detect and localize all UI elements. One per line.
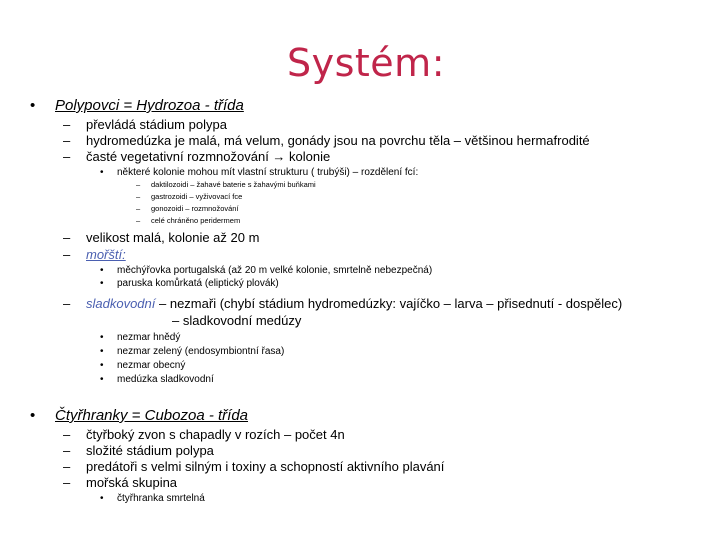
- freshwater-text: – nezmaři (chybí stádium hydromedúzky: vajíčko – larva – přisednutí - dospělec): [155, 296, 623, 311]
- freshwater-continuation: – sladkovodní medúzy: [172, 313, 302, 328]
- list-item: čtyřboký zvon s chapadly v rozích – počet 4n: [86, 427, 345, 442]
- function-item: gonozoidi – rozmnožování: [151, 204, 239, 213]
- bullet-marker: •: [100, 360, 104, 371]
- cubozoa-heading: Čtyřhranky = Cubozoa - třída: [55, 407, 249, 424]
- bullet-marker: •: [100, 332, 104, 343]
- dash-marker: –: [136, 204, 141, 213]
- function-item: daktilozoidi – žahavé baterie s žahavými buňkami: [151, 180, 316, 189]
- dash-marker: –: [63, 247, 71, 262]
- dash-marker: –: [63, 149, 71, 164]
- freshwater-item: nezmar zelený (endosymbiontní řasa): [117, 346, 285, 357]
- bullet-marker: •: [30, 407, 36, 424]
- dash-marker: –: [63, 230, 71, 245]
- bullet-marker: •: [100, 265, 104, 276]
- list-item: mořská skupina: [86, 475, 178, 490]
- marine-item: měchýřovka portugalská (až 20 m velké kolonie, smrtelně nebezpečná): [117, 265, 433, 276]
- bullet-marker: •: [100, 167, 104, 178]
- dash-marker: –: [63, 459, 71, 474]
- dash-marker: –: [136, 192, 141, 201]
- function-item: gastrozoidi – vyživovací fce: [151, 192, 243, 201]
- dash-marker: –: [136, 180, 141, 189]
- dash-marker: –: [63, 117, 71, 132]
- list-item: převládá stádium polypa: [86, 117, 227, 132]
- marine-label: mořští:: [86, 247, 126, 262]
- list-item: časté vegetativní rozmnožování → kolonie: [86, 149, 331, 164]
- freshwater-label: sladkovodní: [86, 296, 156, 311]
- list-item: složité stádium polypa: [86, 443, 214, 458]
- freshwater-line: [86, 297, 622, 310]
- list-item: hydromedúzka je malá, má velum, gonády jsou na povrchu těla – většinou hermafrodité: [86, 133, 590, 148]
- page-title: Systém:: [287, 41, 446, 85]
- dash-marker: –: [63, 133, 71, 148]
- list-item: predátoři s velmi silným i toxiny a schopností aktivního plavání: [86, 459, 445, 474]
- function-item: celé chráněno peridermem: [151, 216, 241, 225]
- freshwater-item: nezmar hnědý: [117, 332, 181, 343]
- bullet-marker: •: [100, 346, 104, 357]
- freshwater-item: nezmar obecný: [117, 360, 186, 371]
- dash-marker: –: [63, 443, 71, 458]
- cubozoa-sub-item: čtyřhranka smrtelná: [117, 493, 205, 504]
- bullet-marker: •: [100, 493, 104, 504]
- colony-note: některé kolonie mohou mít vlastní strukturu ( trubýši) – rozdělení fcí:: [117, 167, 419, 178]
- marine-item: paruska komůrkatá (eliptický plovák): [117, 278, 279, 289]
- dash-marker: –: [63, 296, 71, 311]
- dash-marker: –: [63, 475, 71, 490]
- size-item: velikost malá, kolonie až 20 m: [86, 230, 260, 245]
- freshwater-item: medúzka sladkovodní: [117, 374, 214, 385]
- bullet-marker: •: [30, 97, 36, 114]
- dash-marker: –: [136, 216, 141, 225]
- bullet-marker: •: [100, 374, 104, 385]
- hydrozoa-heading: Polypovci = Hydrozoa - třída: [55, 97, 244, 114]
- bullet-marker: •: [100, 278, 104, 289]
- dash-marker: –: [63, 427, 71, 442]
